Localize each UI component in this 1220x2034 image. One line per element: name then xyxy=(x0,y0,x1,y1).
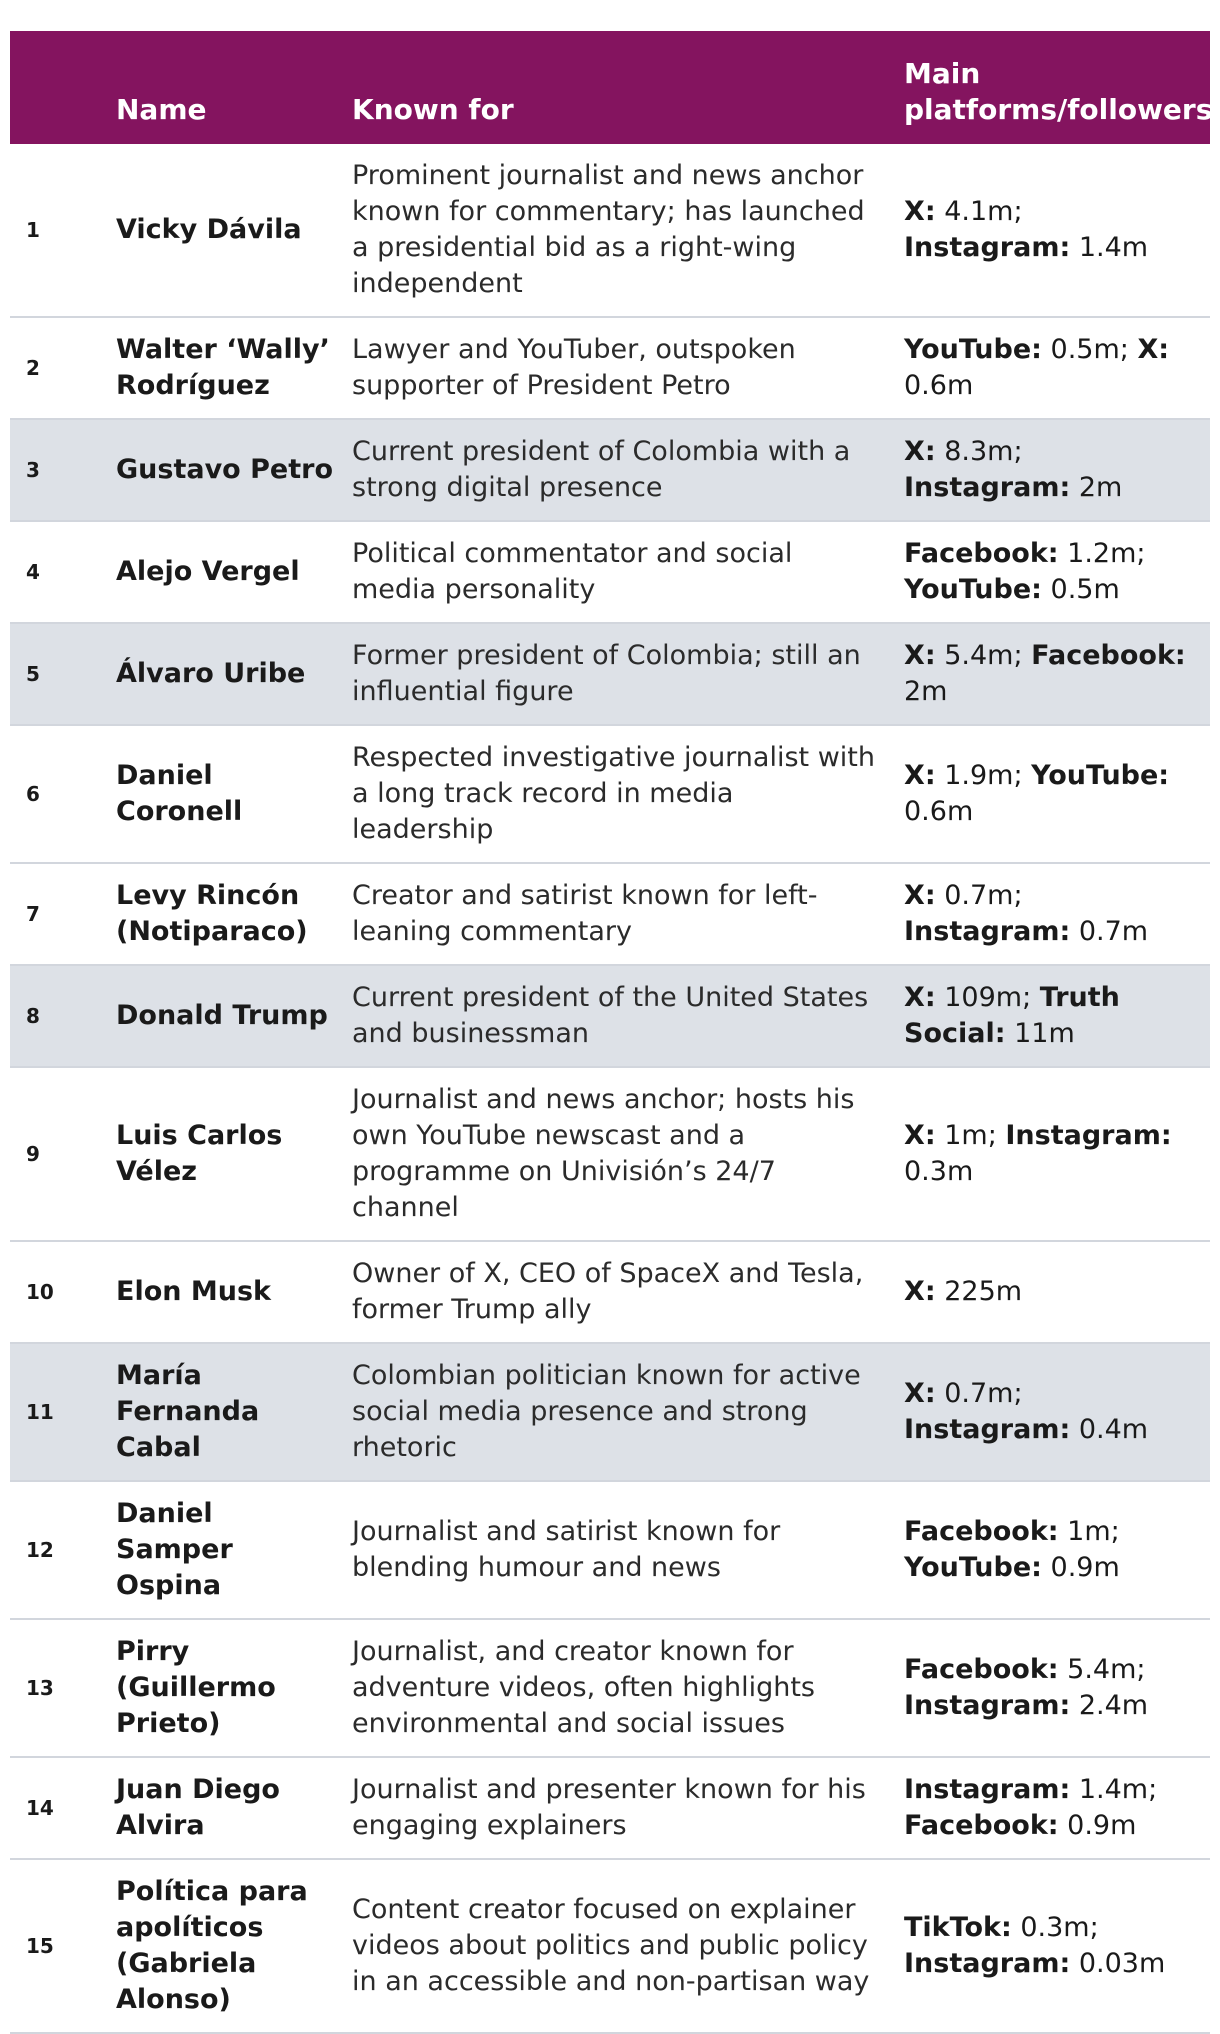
platform-label: YouTube: xyxy=(904,1552,1042,1583)
table-row xyxy=(10,1241,1210,1343)
table-row xyxy=(10,1343,1210,1481)
row-number: 15 xyxy=(26,1934,54,1958)
person-name: Política para apolíticos (Gabriela Alonso) xyxy=(116,1876,308,2015)
platforms-followers xyxy=(904,1343,1210,1481)
known-for: Lawyer and YouTuber, outspoken supporter of President Petro xyxy=(352,334,796,401)
platform-label: Facebook: xyxy=(904,1516,1059,1547)
person-name: Walter ‘Wally’ Rodríguez xyxy=(116,334,330,401)
platform-label: Facebook: xyxy=(904,538,1059,569)
platforms-followers xyxy=(904,1757,1210,1859)
platform-label: X: xyxy=(904,880,936,911)
known-for: Former president of Colombia; still an influential figure xyxy=(352,640,861,707)
table-row xyxy=(10,419,1210,521)
known-for: Colombian politician known for active social media presence and strong rhetoric xyxy=(352,1360,861,1463)
platforms-followers xyxy=(904,1241,1210,1343)
person-name: Daniel Coronell xyxy=(116,760,243,827)
follower-count: 225m xyxy=(944,1276,1023,1307)
row-number: 10 xyxy=(26,1280,54,1304)
platforms-followers xyxy=(904,965,1210,1067)
follower-count: 0.5m xyxy=(1050,334,1120,365)
known-for: Current president of the United States and businessman xyxy=(352,982,869,1049)
follower-count: 0.7m xyxy=(944,880,1014,911)
table-row xyxy=(10,725,1210,863)
follower-count: 5.4m xyxy=(1067,1654,1137,1685)
known-for: Prominent journalist and news anchor known for commentary; has launched a presidential bid as a right-wing independent xyxy=(352,160,865,299)
platforms-followers xyxy=(904,419,1210,521)
follower-count: 1m xyxy=(944,1120,988,1151)
follower-count: 1.4m xyxy=(1078,232,1149,263)
person-name: Levy Rincón (Notiparaco) xyxy=(116,880,308,947)
platform-label: TikTok: xyxy=(904,1912,1012,1943)
platforms-followers xyxy=(904,1859,1210,2033)
platforms-followers xyxy=(904,623,1210,725)
platforms-followers xyxy=(904,1067,1210,1241)
platform-separator: ; xyxy=(1089,1912,1099,1943)
platform-separator: ; xyxy=(1136,538,1146,569)
platform-label: X: xyxy=(1137,334,1170,365)
platforms-followers xyxy=(904,725,1210,863)
platforms-followers xyxy=(904,521,1210,623)
row-number: 13 xyxy=(26,1676,54,1700)
follower-count: 0.7m xyxy=(944,1378,1014,1409)
person-name: Luis Carlos Vélez xyxy=(116,1120,283,1187)
follower-count: 0.7m xyxy=(1078,916,1149,947)
platform-separator: ; xyxy=(1013,880,1023,911)
known-for: Political commentator and social media personality xyxy=(352,538,793,605)
platform-label: Instagram: xyxy=(904,916,1071,947)
table-row xyxy=(10,1619,1210,1757)
table-row xyxy=(10,144,1210,317)
follower-count: 0.3m xyxy=(1020,1912,1090,1943)
platform-label: Instagram: xyxy=(904,232,1071,263)
influencers-table xyxy=(10,31,1213,2034)
follower-count: 1m xyxy=(1067,1516,1111,1547)
header-number xyxy=(10,31,116,144)
person-name: Pirry (Guillermo Prieto) xyxy=(116,1636,276,1739)
row-number: 14 xyxy=(26,1796,54,1820)
table-row xyxy=(10,863,1210,965)
follower-count: 0.6m xyxy=(904,370,974,401)
table-row xyxy=(10,521,1210,623)
table-row xyxy=(10,1859,1210,2033)
platform-label: X: xyxy=(904,196,936,227)
follower-count: 109m xyxy=(944,982,1023,1013)
platform-label: Truth Social: xyxy=(904,982,1120,1049)
person-name: Alejo Vergel xyxy=(116,556,300,587)
follower-count: 1.4m xyxy=(1078,1774,1149,1805)
platform-label: X: xyxy=(904,436,936,467)
influencers-table-container xyxy=(10,31,1213,2034)
known-for: Journalist, and creator known for adventure videos, often highlights environmental and social issues xyxy=(352,1636,815,1739)
platform-label: Facebook: xyxy=(904,1810,1059,1841)
platforms-followers xyxy=(904,863,1210,965)
row-number: 3 xyxy=(26,458,40,482)
follower-count: 8.3m xyxy=(944,436,1014,467)
table-row xyxy=(10,1481,1210,1619)
person-name: Vicky Dávila xyxy=(116,214,302,245)
person-name: Donald Trump xyxy=(116,1000,328,1031)
follower-count: 0.5m xyxy=(1050,574,1120,605)
follower-count: 1.2m xyxy=(1067,538,1137,569)
follower-count: 11m xyxy=(1014,1018,1075,1049)
row-number: 7 xyxy=(26,902,40,926)
platform-separator: ; xyxy=(1022,982,1040,1013)
platform-label: Facebook: xyxy=(1031,640,1186,671)
row-number: 4 xyxy=(26,560,40,584)
known-for: Journalist and presenter known for his engaging explainers xyxy=(352,1774,866,1841)
known-for: Content creator focused on explainer videos about politics and public policy in an accessible and non-partisan way xyxy=(352,1894,870,1997)
follower-count: 0.03m xyxy=(1078,1948,1166,1979)
row-number: 1 xyxy=(26,218,40,242)
platform-separator: ; xyxy=(1013,760,1032,791)
follower-count: 1.9m xyxy=(944,760,1014,791)
platform-separator: ; xyxy=(1013,196,1023,227)
platform-separator: ; xyxy=(1136,1654,1146,1685)
person-name: María Fernanda Cabal xyxy=(116,1360,260,1463)
known-for: Creator and satirist known for left-leaning commentary xyxy=(352,880,818,947)
person-name: Daniel Samper Ospina xyxy=(116,1498,233,1601)
platform-label: X: xyxy=(904,1276,936,1307)
follower-count: 5.4m xyxy=(944,640,1014,671)
person-name: Juan Diego Alvira xyxy=(116,1774,280,1841)
row-number: 11 xyxy=(26,1400,54,1424)
platform-label: YouTube: xyxy=(1031,760,1170,791)
follower-count: 2m xyxy=(1078,472,1123,503)
person-name: Elon Musk xyxy=(116,1276,271,1307)
platform-label: X: xyxy=(904,760,936,791)
platform-label: Instagram: xyxy=(904,1774,1071,1805)
known-for: Journalist and news anchor; hosts his own YouTube newscast and a programme on Univisión’s 24/7 channel xyxy=(352,1084,855,1223)
follower-count: 0.9m xyxy=(1050,1552,1120,1583)
platform-separator: ; xyxy=(987,1120,1006,1151)
platform-label: Instagram: xyxy=(1005,1120,1172,1151)
platform-label: X: xyxy=(904,1378,936,1409)
platform-label: X: xyxy=(904,640,936,671)
platform-separator: ; xyxy=(1013,436,1023,467)
follower-count: 4.1m xyxy=(944,196,1014,227)
person-name: Gustavo Petro xyxy=(116,454,334,485)
platforms-followers xyxy=(904,317,1210,419)
header-platforms: Main platforms/followers xyxy=(904,57,1213,126)
known-for: Respected investigative journalist with a long track record in media leadership xyxy=(352,742,875,845)
follower-count: 0.6m xyxy=(904,796,974,827)
row-number: 5 xyxy=(26,662,40,686)
follower-count: 0.4m xyxy=(1078,1414,1149,1445)
platforms-followers xyxy=(904,144,1210,317)
table-header xyxy=(10,31,1213,144)
platform-label: X: xyxy=(904,1120,936,1151)
table-row xyxy=(10,317,1210,419)
follower-count: 0.9m xyxy=(1067,1810,1137,1841)
follower-count: 2.4m xyxy=(1078,1690,1149,1721)
platforms-followers xyxy=(904,1619,1210,1757)
platform-separator: ; xyxy=(1013,640,1032,671)
platform-separator: ; xyxy=(1148,1774,1158,1805)
row-number: 2 xyxy=(26,356,40,380)
platform-separator: ; xyxy=(1110,1516,1120,1547)
row-number: 12 xyxy=(26,1538,54,1562)
person-name: Álvaro Uribe xyxy=(116,658,306,689)
table-row xyxy=(10,1067,1210,1241)
platform-separator: ; xyxy=(1013,1378,1023,1409)
platform-label: Facebook: xyxy=(904,1654,1059,1685)
platform-label: YouTube: xyxy=(904,574,1042,605)
platform-label: Instagram: xyxy=(904,1414,1071,1445)
table-row xyxy=(10,965,1210,1067)
follower-count: 2m xyxy=(904,676,948,707)
header-known-for: Known for xyxy=(352,93,514,126)
known-for: Journalist and satirist known for blending humour and news xyxy=(352,1516,781,1583)
row-number: 8 xyxy=(26,1004,40,1028)
table-row xyxy=(10,623,1210,725)
platform-label: Instagram: xyxy=(904,472,1071,503)
platform-label: Instagram: xyxy=(904,1948,1071,1979)
follower-count: 0.3m xyxy=(904,1156,974,1187)
header-name: Name xyxy=(116,93,207,126)
table-body xyxy=(10,144,1210,2033)
known-for: Current president of Colombia with a strong digital presence xyxy=(352,436,851,503)
header-row xyxy=(10,31,1210,144)
known-for: Owner of X, CEO of SpaceX and Tesla, former Trump ally xyxy=(352,1258,864,1325)
platform-label: YouTube: xyxy=(904,334,1042,365)
platform-separator: ; xyxy=(1119,334,1138,365)
platform-label: Instagram: xyxy=(904,1690,1071,1721)
platforms-followers xyxy=(904,1481,1210,1619)
row-number: 9 xyxy=(26,1142,40,1166)
row-number: 6 xyxy=(26,782,40,806)
platform-label: X: xyxy=(904,982,936,1013)
table-row xyxy=(10,1757,1210,1859)
